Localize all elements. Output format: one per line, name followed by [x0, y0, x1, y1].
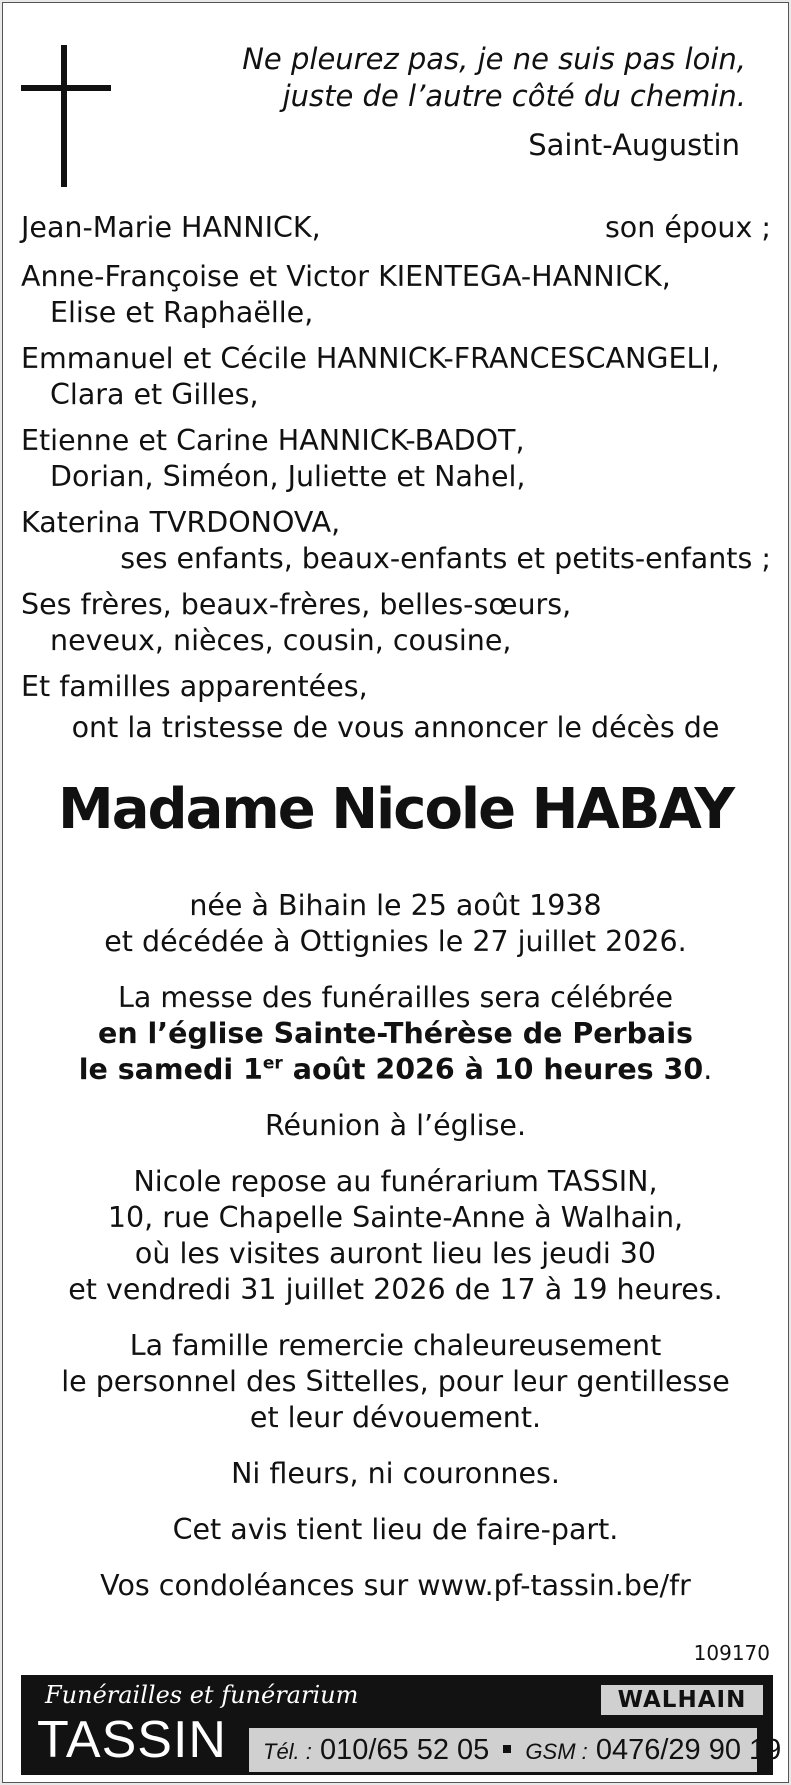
- reference-number: 109170: [693, 1641, 770, 1665]
- visit-line-2: 10, rue Chapelle Sainte-Anne à Walhain,: [107, 1201, 684, 1234]
- mass-date-pre: le samedi 1: [78, 1053, 263, 1086]
- spouse-row: [21, 210, 781, 246]
- separator-icon: [503, 1745, 511, 1753]
- tel-number: 010/65 52 05: [319, 1734, 490, 1766]
- family-child-2: Emmanuel et Cécile HANNICK-FRANCESCANGELI,: [21, 342, 720, 375]
- spouse-name: Jean-Marie HANNICK,: [21, 211, 321, 244]
- funeral-home-subtitle: Funérailles et funérarium: [45, 1681, 359, 1709]
- family-siblings-2: neveux, nièces, cousin, cousine,: [50, 624, 512, 657]
- quote-line-1: Ne pleurez pas, je ne suis pas loin,: [242, 42, 746, 76]
- family-grandchildren-1: Elise et Raphaëlle,: [50, 296, 314, 329]
- quote: [242, 41, 746, 115]
- obituary-details: [3, 888, 788, 1624]
- family-list: [21, 210, 781, 718]
- mass-date: [3, 1052, 788, 1088]
- tel-label: Tél. :: [263, 1739, 312, 1764]
- birth-line: née à Bihain le 25 août 1938: [189, 889, 602, 922]
- family-entry: [21, 259, 781, 331]
- announcement: ont la tristesse de vous annoncer le décès de: [71, 711, 720, 744]
- mass-paragraph: [3, 980, 788, 1088]
- family-siblings: Ses frères, beaux-frères, belles-sœurs,: [21, 588, 572, 621]
- gsm-label: GSM :: [525, 1739, 588, 1764]
- condolences-line: Vos condoléances sur www.pf-tassin.be/fr: [100, 1569, 691, 1602]
- visit-paragraph: [3, 1164, 788, 1308]
- family-entry: [21, 423, 781, 495]
- gsm-number: 0476/29 90 19: [595, 1734, 782, 1766]
- death-line: et décédée à Ottignies le 27 juillet 2026.: [104, 925, 687, 958]
- family-entry: [21, 505, 781, 577]
- deceased-name: Madame Nicole HABAY: [57, 777, 734, 842]
- obituary-card: [2, 2, 789, 1783]
- children-role: ses enfants, beaux-enfants et petits-enfants ;: [120, 542, 771, 575]
- mass-intro: La messe des funérailles sera célébrée: [117, 981, 674, 1014]
- cross-icon: [61, 45, 67, 187]
- mass-date-post: août 2026 à 10 heures 30: [282, 1053, 704, 1086]
- thanks-line-1: La famille remercie chaleureusement: [129, 1329, 662, 1362]
- funeral-home-banner: [21, 1675, 782, 1775]
- quote-author: Saint-Augustin: [528, 128, 740, 162]
- spouse-role: son époux ;: [604, 211, 771, 244]
- notice-line: Cet avis tient lieu de faire-part.: [172, 1513, 619, 1546]
- mass-date-sup: er: [262, 1053, 283, 1074]
- family-entry: [21, 669, 781, 705]
- mass-date-end: .: [703, 1053, 713, 1086]
- thanks-line-3: et leur dévouement.: [249, 1401, 542, 1434]
- funeral-home-city: WALHAIN: [601, 1685, 763, 1715]
- visit-line-3: où les visites auront lieu les jeudi 30: [134, 1237, 657, 1270]
- thanks-paragraph: [3, 1328, 788, 1436]
- family-others: Et familles apparentées,: [21, 670, 368, 703]
- reunion-line: Réunion à l’église.: [264, 1109, 527, 1142]
- family-entry: [21, 587, 781, 659]
- cross-icon-bar: [21, 85, 111, 91]
- visit-line-4: et vendredi 31 juillet 2026 de 17 à 19 heures.: [68, 1273, 723, 1306]
- family-grandchildren-2: Clara et Gilles,: [50, 378, 259, 411]
- flowers-line: Ni fleurs, ni couronnes.: [231, 1457, 560, 1490]
- funeral-home-contacts: [249, 1728, 782, 1772]
- family-grandchildren-3: Dorian, Siméon, Juliette et Nahel,: [50, 460, 526, 493]
- quote-line-2: juste de l’autre côté du chemin.: [282, 79, 746, 113]
- dates-paragraph: [3, 888, 788, 960]
- thanks-line-2: le personnel des Sittelles, pour leur gentillesse: [61, 1365, 730, 1398]
- family-child-1: Anne-Françoise et Victor KIENTEGA-HANNICK,: [21, 260, 671, 293]
- mass-place: en l’église Sainte-Thérèse de Perbais: [98, 1017, 693, 1050]
- family-child-4: Katerina TVRDONOVA,: [21, 506, 341, 539]
- funeral-home-logo: TASSIN: [37, 1711, 227, 1769]
- family-entry: [21, 341, 781, 413]
- visit-line-1: Nicole repose au funérarium TASSIN,: [133, 1165, 658, 1198]
- family-child-3: Etienne et Carine HANNICK-BADOT,: [21, 424, 525, 457]
